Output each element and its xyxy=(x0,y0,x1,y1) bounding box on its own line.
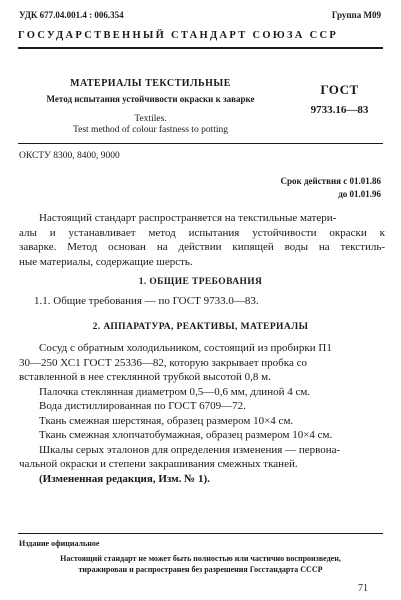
apparatus-line: Палочка стеклянная диаметром 0,5—0,6 мм, длиной 4 см. xyxy=(39,385,311,398)
apparatus-line: вставленной в нее стеклянной трубкой высотой 0,8 м. xyxy=(19,371,271,383)
apparatus-line: 30—250 ХС1 ГОСТ 25336—82, которую закрывает пробка со xyxy=(19,356,307,369)
apparatus-list xyxy=(19,341,385,486)
apparatus-line: Вода дистиллированная по ГОСТ 6709—72. xyxy=(39,400,246,412)
title-rule xyxy=(18,143,383,144)
intro-line: алы и устанавливает метод испытания устойчивости окраски к xyxy=(19,226,385,239)
amendment-note: (Измененная редакция, Изм. № 1). xyxy=(39,472,210,485)
title-en-sub: Test method of colour fastness to potting xyxy=(72,125,228,135)
validity-period xyxy=(281,175,382,201)
gost-number: 9733.16—83 xyxy=(310,104,369,116)
group-code: Группа М09 xyxy=(331,10,381,20)
okstu-codes: ОКСТУ 8300, 8400, 9000 xyxy=(19,151,120,161)
state-standard-banner: ГОСУДАРСТВЕННЫЙ СТАНДАРТ СОЮЗА ССР xyxy=(18,30,339,41)
footer-rule xyxy=(18,533,383,534)
apparatus-line: Ткань смежная шерстяная, образец размером 10×4 см. xyxy=(39,414,294,427)
intro-line: заварке. Метод основан на действии кипящей воды на текстиль- xyxy=(19,241,385,253)
section-heading-apparatus: 2. АППАРАТУРА, РЕАКТИВЫ, МАТЕРИАЛЫ xyxy=(92,322,309,332)
title-ru-main: МАТЕРИАЛЫ ТЕКСТИЛЬНЫЕ xyxy=(70,78,231,89)
apparatus-line: Шкалы серых эталонов для определения изменения — первона- xyxy=(39,443,341,456)
udk-code: УДК 677.04.001.4 : 006.354 xyxy=(19,10,124,20)
validity-to: до 01.01.96 xyxy=(338,189,381,199)
title-block xyxy=(18,78,283,135)
title-ru-sub: Метод испытания устойчивости окраски к заварке xyxy=(46,94,255,104)
apparatus-line: Ткань смежная хлопчатобумажная, образец размером 10×4 см. xyxy=(39,429,333,441)
official-edition: Издание официальное xyxy=(19,539,100,548)
gost-designation xyxy=(297,82,382,116)
intro-line: Настоящий стандарт распространяется на текстильные матери- xyxy=(39,212,337,224)
copyright-line: тиражирован и распространен без разрешения Госстандарта СССР xyxy=(78,565,323,574)
intro-line: ные материалы, содержащие шерсть. xyxy=(19,255,193,268)
copyright-notice xyxy=(18,553,383,575)
apparatus-line: Сосуд с обратным холодильником, состоящий из пробирки П1 xyxy=(39,342,332,354)
apparatus-line: чальной окраски и степени закрашивания смежных тканей. xyxy=(19,458,298,470)
intro-paragraph xyxy=(19,211,385,269)
copyright-line: Настоящий стандарт не может быть полностью или частично воспроизведен, xyxy=(60,554,341,563)
page-number: 71 xyxy=(358,583,368,594)
title-en-main: Textiles. xyxy=(134,114,167,124)
gost-label: ГОСТ xyxy=(320,82,359,97)
validity-from: Срок действия с 01.01.86 xyxy=(280,176,381,186)
header-rule xyxy=(18,47,383,49)
section-item-1-1: 1.1. Общие требования — по ГОСТ 9733.0—83. xyxy=(34,295,259,307)
section-heading-general: 1. ОБЩИЕ ТРЕБОВАНИЯ xyxy=(138,277,263,287)
